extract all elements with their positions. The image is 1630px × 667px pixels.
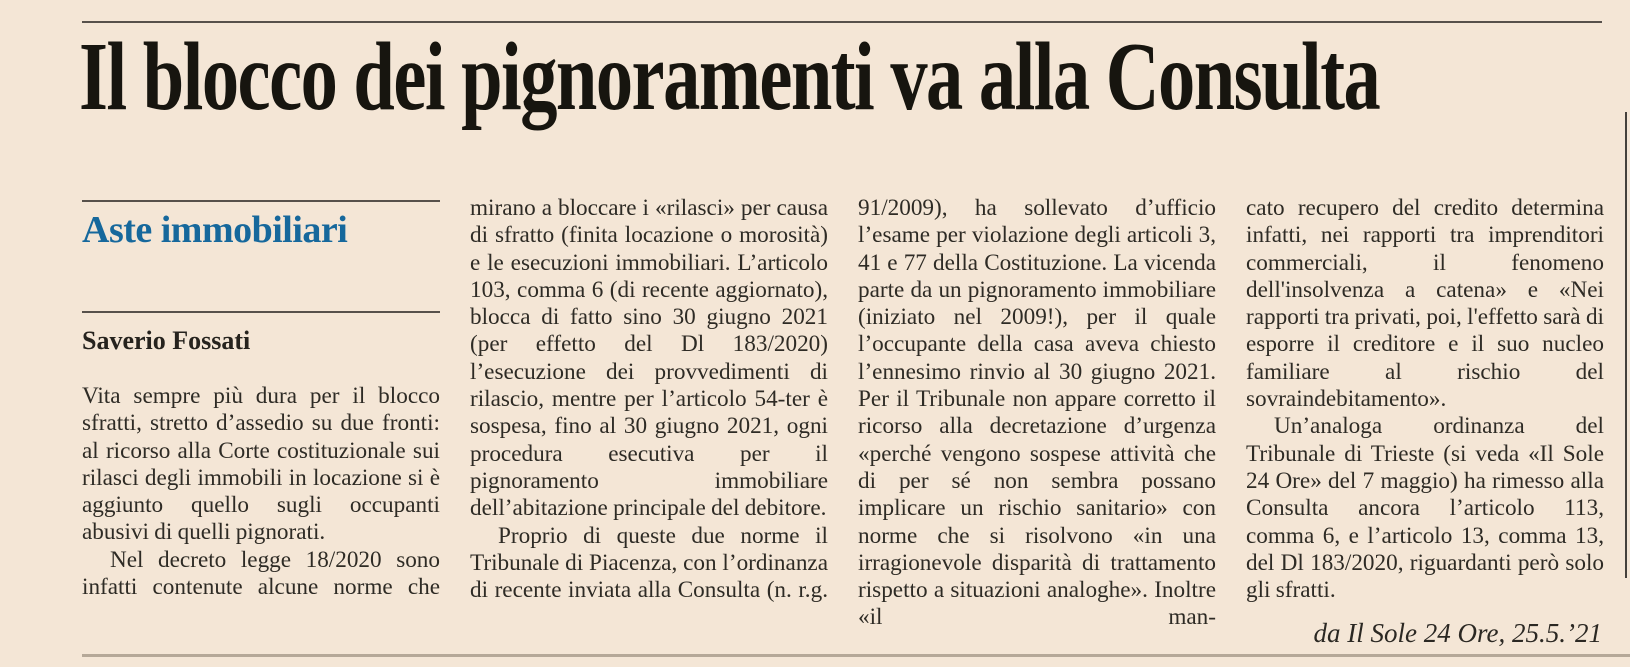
body-paragraph: Nel decreto legge 18/2020 sono infatti contenute alcune norme che [82, 546, 440, 601]
body-paragraph: Un’analoga ordinanza del Tribunale di Trieste (si veda «Il Sole 24 Ore» del 7 maggio) ha rimesso alla Consulta ancora l’articolo 113, comma 6, e l’articolo 13, comma 13, del Dl 183/2020, riguardanti però solo gli sfratti. [1246, 413, 1604, 604]
section-kicker: Aste immobiliari [82, 209, 348, 251]
column-2-body [470, 195, 828, 604]
right-column-divider-rule [1625, 112, 1627, 578]
article-headline: Il blocco dei pignoramenti va alla Consulta [79, 23, 1380, 131]
kicker-rule-bottom [82, 311, 440, 313]
column-1 [82, 200, 440, 610]
body-paragraph: cato recupero del credito determina infatti, nei rapporti tra imprenditori commerciali, il fenomeno dell'insolvenza a catena» e «Nei rapporti tra privati, poi, l'effetto sarà di esporre il creditore e il suo nucleo familiare al rischio del sovraindebitamento». [1246, 195, 1604, 413]
column-4-body [1246, 195, 1604, 604]
bottom-rule [82, 654, 1630, 657]
column-1-body [82, 383, 440, 601]
body-paragraph: Vita sempre più dura per il blocco sfratti, stretto d’assedio su due fronti: al ricorso alla Corte costituzionale sui rilasci degli immobili in locazione si è aggiunto quello sugli occupanti abusivi di quelli pignorati. [82, 383, 440, 546]
byline-author: Saverio Fossati [82, 326, 251, 355]
column-3-body [858, 195, 1216, 632]
body-paragraph: Proprio di queste due norme il Tribunale di Piacenza, con l’ordinanza di recente inviata alla Consulta (n. r.g. [470, 522, 828, 604]
kicker-rule-top [82, 200, 440, 202]
body-paragraph: mirano a bloccare i «rilasci» per causa di sfratto (finita locazione o morosità) e le esecuzioni immobiliari. L’articolo 103, comma 6 (di recente aggiornato), blocca di fatto sino 30 giugno 2021 (per effetto del Dl 183/2020) l’esecuzione dei provvedimenti di rilascio, mentre per l’articolo 54-ter è sospesa, fino al 30 giugno 2021, ogni procedura esecutiva per il pignoramento immobiliare dell’abitazione principale del debitore. [470, 195, 828, 522]
source-attribution: da Il Sole 24 Ore, 25.5.’21 [1313, 618, 1602, 648]
body-paragraph: 91/2009), ha sollevato d’ufficio l’esame per violazione degli articoli 3, 41 e 77 della Costituzione. La vicenda parte da un pignoramento immobiliare (iniziato nel 2009!), per il quale l’occupante della casa aveva chiesto l’ennesimo rinvio al 30 giugno 2021. Per il Tribunale non appare corretto il ricorso alla decretazione d’urgenza «perché vengono sospese attività che di per sé non sembra possano implicare un rischio sanitario» con norme che si risolvono «in una irragionevole disparità di trattamento rispetto a situazioni analoghe». Inoltre «il man- [858, 195, 1216, 631]
